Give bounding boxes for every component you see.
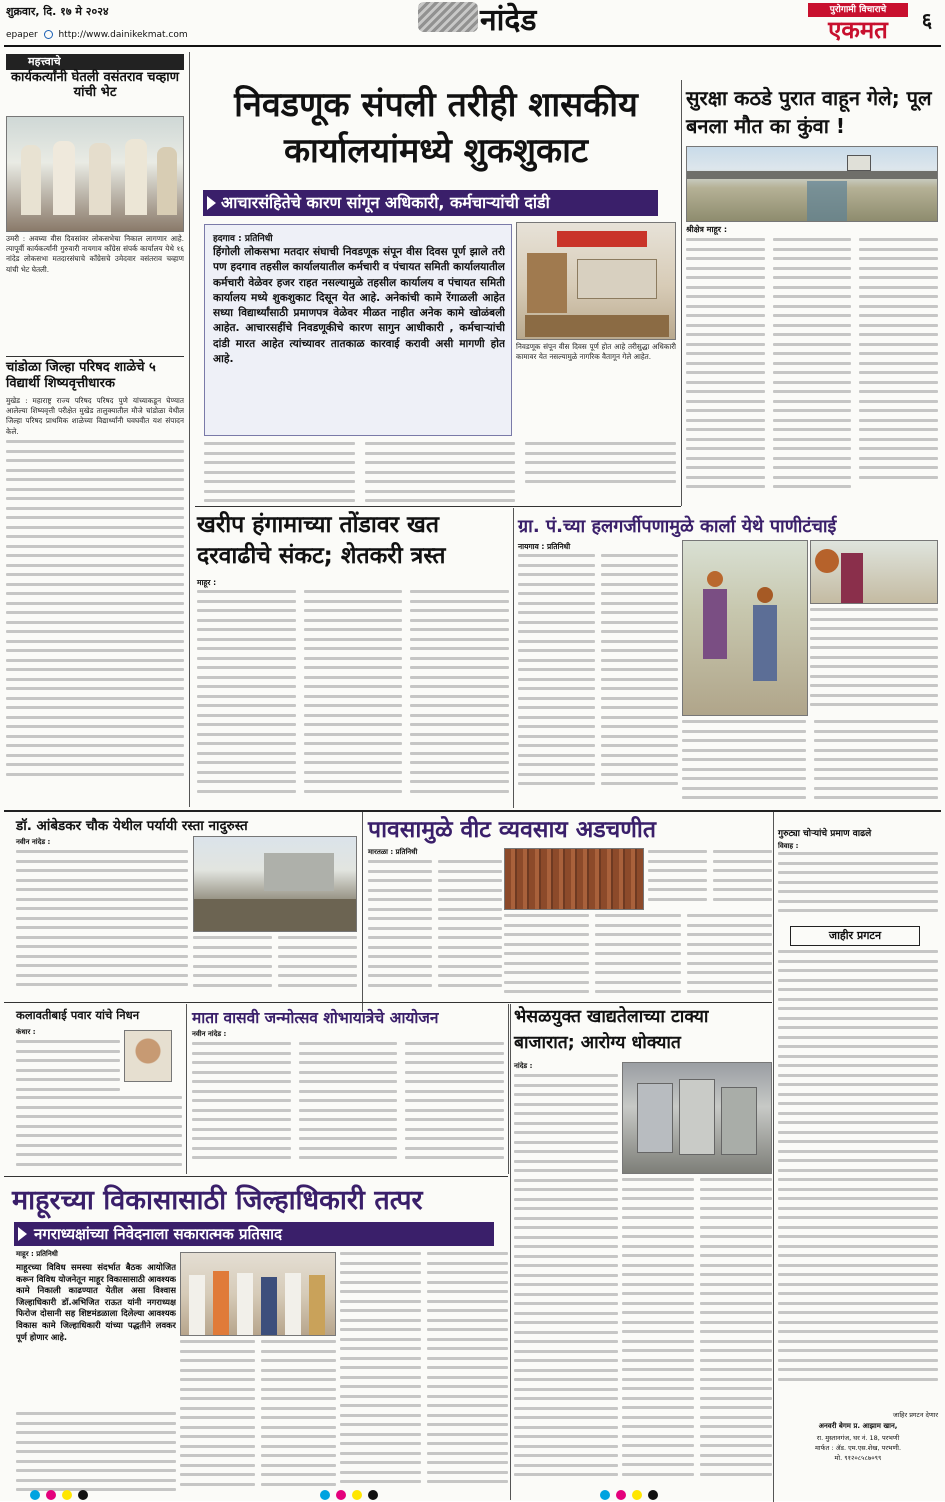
jahir-phone: मो. ९१२०८५८७०९९	[834, 1454, 882, 1462]
pool-dateline: श्रीक्षेत्र माहूर :	[686, 225, 728, 234]
mahur-intro: माहूरच्या विविध समस्या संदर्भात बैठक आयोजित करून विविध योजनेतून माहूर विकासासाठी आवश्यक कामे निकाली काढण्यात येतील असा विश्वास जिल्हाधिकारी डॉ.अभिजित राऊत यांनी नगराध्यक्ष फिरोज दोसानी सह शिष्टमंडळाला दिलेल्या आवश्यक विकास कामे जिल्हाधिकारी यांच्या पद्धतीने लवकर पूर्ण होणार आहे.	[16, 1262, 176, 1342]
main-photo-caption: निवडणूक संपून वीस दिवस पूर्ण होत आहे तरीसुद्धा अधिकारी कामावर येत नसल्यामुळे नागरिक वैतागून गेले आहेत.	[516, 342, 676, 362]
ambedkar-headline: डॉ. आंबेडकर चौक येथील पर्यायी रस्ता नादुरुस्त	[16, 818, 248, 834]
mahatvache-title: कार्यकर्त्यांनी घेतली वसंतराव चव्हाण यांची भेट	[10, 70, 179, 100]
play-arrow-icon	[18, 1227, 27, 1241]
ambedkar-body	[16, 850, 188, 1000]
woman-with-pot-photo	[810, 540, 938, 604]
jahir-signoff: जाहिर प्रगटन देणार	[892, 1411, 938, 1419]
issue-date: शुक्रवार, दि. १७ मे २०२४	[6, 5, 109, 18]
oil-tins-photo	[622, 1062, 772, 1174]
chandola-title: चांडोळा जिल्हा परिषद शाळेचे ५ विद्यार्थी शिष्यवृत्तीधारक	[6, 360, 156, 391]
jahir-title: जाहीर प्रगटन	[790, 926, 920, 946]
main-intro: हिंगोली लोकसभा मतदार संघाची निवडणूक संपून वीस दिवस पूर्ण झाले तरी पण हदगाव तहसील कार्यालयातील कर्मचारी व पंचायत समिती कार्यालयातील कर्मचारी वेळेवर हजर राहत नसल्यामुळे तहसील कार्यालय व पंचायत समिती कार्यालय मध्ये शुकशुकाट दिसून येत आहे. अनेकांची कामे रेंगाळली आहेत सध्या विद्यार्थ्यांसाठी प्रमाणपत्र वेळेवर मीळत नाहीत अनेक कामे खोळंबली आहेत. आचारसहींचे निवडणूकीचे कारण सागुन आधीकारी , कर्मचाऱ्यांची दांडी मारत आहेत त्यांच्यावर तातकाळ कारवाई करावी असी मागणी होत आहे.	[213, 246, 505, 366]
main-intro-box	[204, 224, 512, 436]
city-name: नांदेड	[480, 3, 537, 38]
mahur-dateline: माहूर : प्रतिनिधी	[16, 1250, 58, 1258]
khat-dateline: माहूर :	[197, 578, 217, 587]
vasavi-body	[192, 1042, 504, 1172]
main-headline-text: निवडणूक संपली तरीही शासकीय कार्यालयांमध्ये शुकशुकाट	[197, 82, 675, 178]
veet-headline: पावसामुळे वीट व्यवसाय अडचणीत	[368, 817, 656, 843]
brand-tagline: पुरोगामी विचाराचे	[808, 3, 908, 17]
karla-dateline: नायगाव : प्रतिनिधी	[518, 542, 571, 551]
delegation-photo	[180, 1252, 336, 1336]
kalavati-dateline: कंधार :	[16, 1028, 36, 1036]
pool-body	[686, 238, 938, 502]
pool-headline: सुरक्षा कठडे पुरात वाहून गेले; पूल बनला मौत का कुंवा !	[686, 86, 932, 138]
jahir-address: रा. मुस्तानगंज, घर नं. 18, परभणी	[816, 1434, 900, 1442]
jahir-via: मार्फत : ॲड. एम.एस.शेख, परभणी.	[814, 1444, 902, 1452]
kalavati-headline: कलावतीबाई पवार यांचे निधन	[16, 1008, 140, 1022]
main-dateline: हदगाव : प्रतिनिधी	[213, 234, 273, 244]
epaper-label: epaper	[6, 30, 38, 40]
main-subhead-text: आचारसंहितेचे कारण सांगून अधिकारी, कर्मचाऱ्यांची दांडी	[221, 193, 550, 212]
gurhya-headline: गुरुट्या चोऱ्यांचे प्रमाण वाढले	[778, 829, 872, 839]
bricks-photo	[504, 848, 644, 910]
mahur-subhead-text: नगराध्यक्षांच्या निवेदनाला सकारात्मक प्रतिसाद	[34, 1225, 282, 1243]
khat-headline: खरीप हंगामाच्या तोंडावर खत दरवाढीचे संकट; शेतकरी त्रस्त	[197, 512, 446, 569]
mahur-body-3	[340, 1252, 508, 1502]
khat-body	[197, 590, 509, 806]
karla-body-3	[810, 608, 938, 716]
globe-icon	[44, 30, 53, 39]
bhesal-dateline: नांदेड :	[514, 1062, 533, 1070]
workers-meeting-photo	[6, 116, 184, 232]
mahur-body-2	[180, 1340, 336, 1502]
bhesal-body	[514, 1074, 618, 1502]
kalavati-body	[16, 1040, 120, 1096]
mahatvache-text: उमरी : अवघ्या वीस दिवसांवर लोकसभेचा निकाल लागणार आहे. त्यापूर्वी कार्यकर्त्यांनी गुरुवारी नायगाव काँग्रेस संपर्क कार्यालय येथे १६ नांदेड लोकसभा मतदारसंघाचे काँग्रेसचे उमेदवार वसंतराव चव्हाण यांची भेट घेतली.	[6, 234, 184, 274]
play-arrow-icon	[207, 196, 216, 210]
road-photo	[193, 836, 357, 932]
veet-dateline: मारतळा : प्रतिनिधी	[368, 848, 418, 856]
mahur-subhead	[14, 1222, 494, 1246]
vasavi-headline: माता वासवी जन्मोत्सव शोभायात्रेचे आयोजन	[192, 1009, 439, 1027]
obituary-photo	[124, 1030, 172, 1082]
mahur-body	[16, 1412, 176, 1502]
jahir-body	[778, 950, 938, 1408]
bridge-photo	[686, 146, 938, 222]
ambedkar-caption	[193, 936, 357, 1000]
veet-body-2	[504, 914, 772, 1002]
veet-body-3	[648, 850, 772, 910]
jahir-name: अनवरी बेगम प्र. आझाम खान,	[818, 1422, 898, 1430]
city-emblem-icon	[418, 2, 478, 32]
bhesal-headline: भेसळयुक्त खाद्यतेलाच्या टाक्या बाजारात; आरोग्य धोक्यात	[514, 1007, 709, 1053]
karla-headline: ग्रा. पं.च्या हलगर्जीपणामुळे कार्ला येथे पाणीटंचाई	[518, 516, 837, 537]
chandola-lead: मुखेड : महाराष्ट्र राज्य परिषद परिषद पुणे यांच्याकडून घेण्यात आलेल्या शिष्यवृत्ती परीक्षेत मुखेड तालुक्यातील मौजे चांडोळा येथील जिल्हा परिषद प्राथमिक शाळेच्या विद्यार्थ्यांनी घवघवीत यश संपादन केले.	[6, 396, 184, 436]
vasavi-dateline: नवीन नांदेड :	[192, 1030, 227, 1038]
section-label: महत्त्वाचे	[6, 54, 184, 70]
epaper-url[interactable]: http://www.dainikekmat.com	[58, 30, 188, 40]
empty-office-photo	[516, 222, 676, 340]
veet-body	[368, 860, 502, 1000]
karla-body-2	[682, 720, 938, 806]
epaper-line	[6, 30, 266, 44]
gurhya-body	[778, 852, 938, 924]
main-body	[204, 442, 676, 502]
ambedkar-dateline: नवीन नांदेड :	[16, 838, 51, 846]
kalavati-body-2	[16, 1096, 182, 1172]
bhesal-body-2	[622, 1178, 772, 1502]
karla-body	[518, 554, 678, 806]
mahur-headline: माहूरच्या विकासासाठी जिल्हाधिकारी तत्पर	[12, 1185, 423, 1216]
chandola-body	[6, 440, 184, 805]
main-subhead	[203, 190, 658, 216]
water-carriers-photo	[682, 540, 808, 716]
brand-logo: एकमत	[828, 16, 888, 44]
page-number: ६	[921, 8, 933, 32]
gurhya-dateline: विवाह :	[778, 842, 799, 850]
